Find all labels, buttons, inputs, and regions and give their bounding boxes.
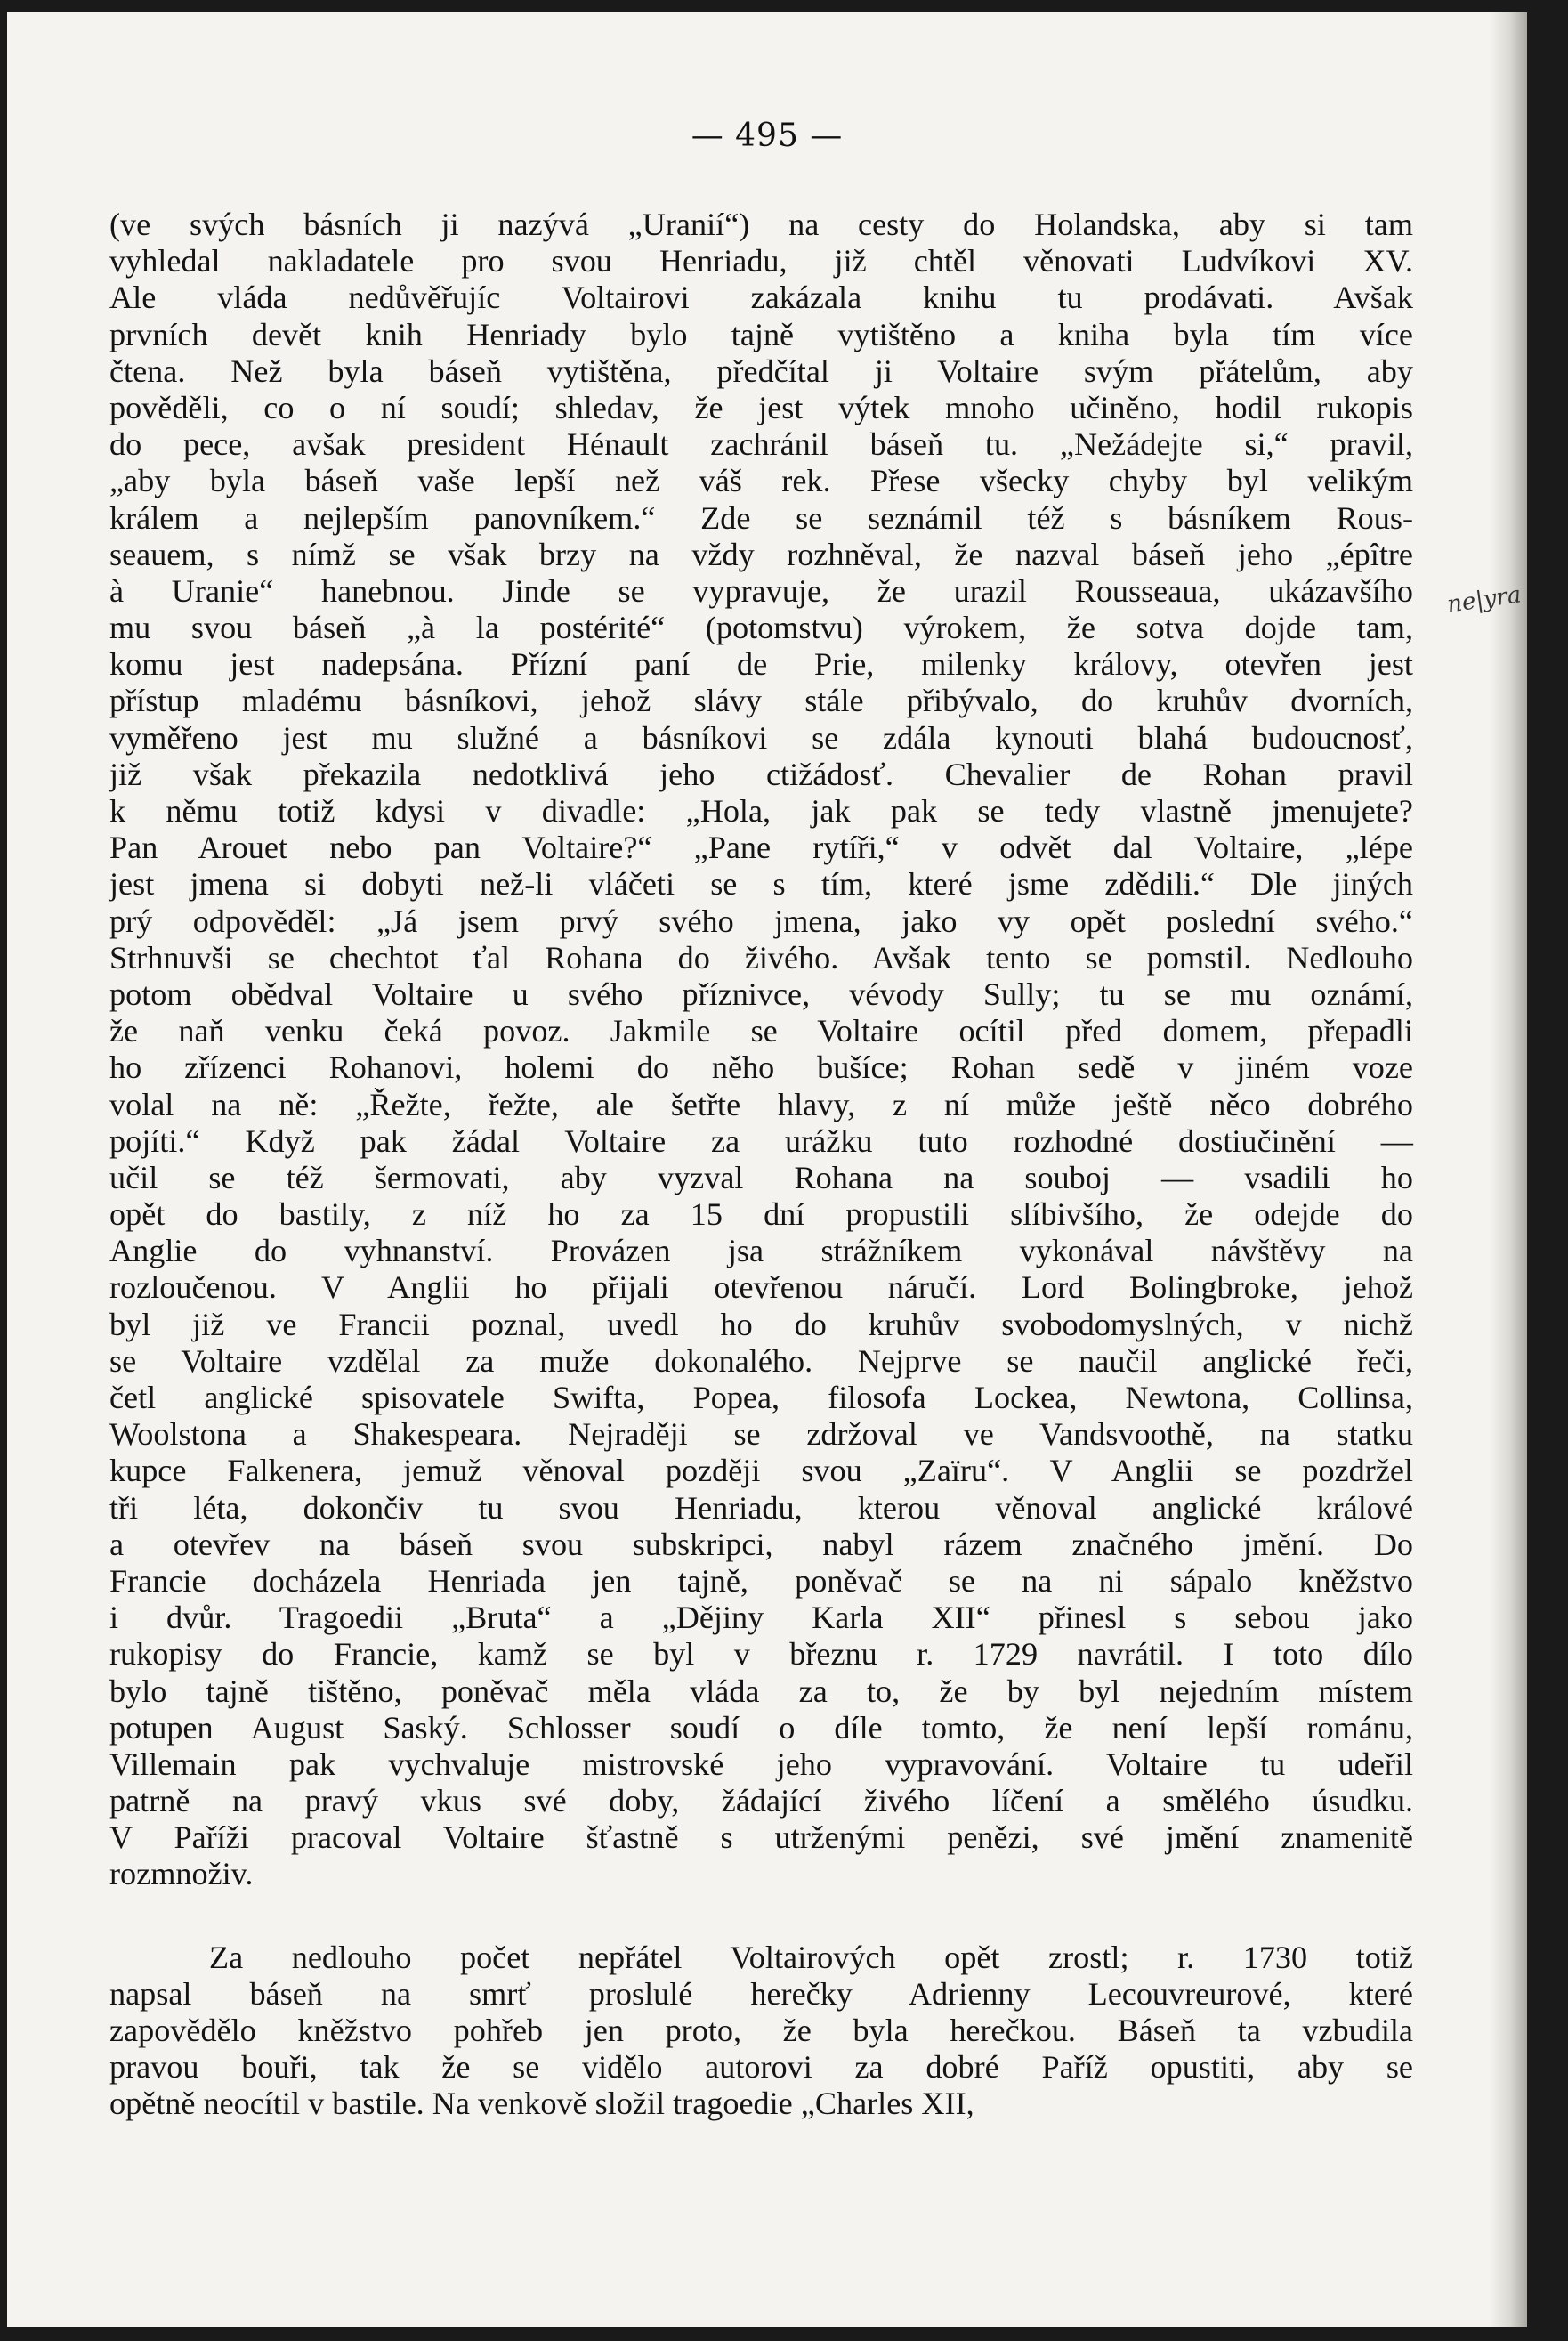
text-line: rukopisy do Francie, kamž se byl v březnu r. 1729 navrátil. I toto dílo [109, 1636, 1413, 1673]
text-line: kupce Falkenera, jemuž věnoval později svou „Zaïru“. V Anglii se pozdržel [109, 1453, 1413, 1489]
text-line: rozmnoživ. [109, 1856, 254, 1892]
text-line: à Uranie“ hanebnou. Jinde se vypravuje, že urazil Rousseaua, ukázavšího [109, 572, 1413, 609]
text-line: četl anglické spisovatele Swifta, Popea, filosofa Lockea, Newtona, Collinsa, [109, 1380, 1413, 1415]
text-line: „aby byla báseň vaše lepší než váš rek. Přese všecky chyby byl velikým [109, 463, 1413, 499]
text-line: Strhnuvši se chechtot ťal Rohana do živého. Avšak tento se pomstil. Nedlouho [109, 939, 1413, 976]
text-line: komu jest nadepsána. Přízní paní de Prie, milenky královy, otevřen jest [109, 646, 1413, 683]
text-line: napsal báseň na smrť proslulé herečky Adrienny Lecouvreurové, které [109, 1975, 1413, 2012]
text-line: Pan Arouet nebo pan Voltaire?“ „Pane rytíři,“ v odvět dal Voltaire, „lépe [109, 830, 1413, 866]
text-line: prvních devět knih Henriady bylo tajně vytištěno a kniha byla tím více [109, 316, 1413, 352]
text-line: patrně na pravý vkus své doby, žádající živého líčení a smělého úsudku. [109, 1783, 1413, 1819]
text-line: Villemain pak vychvaluje mistrovské jeho vypravování. Voltaire tu udeřil [109, 1746, 1413, 1782]
text-line: opět do bastily, z níž ho za 15 dní propustili slíbivšího, že odejde do [109, 1196, 1413, 1233]
text-line: (ve svých básních ji nazývá „Uranií“) na cesty do Holandska, aby si tam [109, 207, 1413, 242]
text-line: mu svou báseň „à la postérité“ (potomstvu) výrokem, že sotva dojde tam, [109, 610, 1413, 646]
page-edge-shadow [1490, 12, 1527, 2327]
text-line: a otevřev na báseň svou subskripci, nabyl rázem značného jmění. Do [109, 1526, 1413, 1562]
text-line: prý odpověděl: „Já jsem prvý svého jmena, jako vy opět poslední svého.“ [109, 903, 1413, 939]
text-line: přístup mladému básníkovi, jehož slávy stále přibývalo, do kruhův dvorních, [109, 683, 1413, 719]
text-line: že naň venku čeká povoz. Jakmile se Voltaire ocítil před domem, přepadli [109, 1013, 1413, 1049]
text-line: králem a nejlepším panovníkem.“ Zde se seznámil též s básníkem Rous- [109, 499, 1413, 536]
text-line: rozloučenou. V Anglii ho přijali otevřenou náručí. Lord Bolingbroke, jehož [109, 1269, 1413, 1306]
text-line: se Voltaire vzdělal za muže dokonalého. Nejprve se naučil anglické řeči, [109, 1342, 1413, 1379]
handwritten-margin-note: ne|yra [1445, 581, 1524, 619]
text-line: již však překazila nedotklivá jeho ctižádosť. Chevalier de Rohan pravil [109, 756, 1413, 792]
text-line: bylo tajně tištěno, poněvač měla vláda za to, že by byl nejedním místem [109, 1673, 1413, 1709]
text-line: Anglie do vyhnanství. Provázen jsa strážníkem vykonával návštěvy na [109, 1233, 1413, 1269]
text-line: k němu totiž kdysi v divadle: „Hola, jak pak se tedy vlastně jmenujete? [109, 793, 1413, 829]
text-line: Za nedlouho počet nepřátel Voltairových opět zrostl; r. 1730 totiž [209, 1939, 1413, 1975]
book-page [7, 12, 1527, 2327]
text-line: do pece, avšak president Hénault zachránil báseň tu. „Nežádejte si,“ pravil, [109, 426, 1413, 463]
text-line: jest jmena si dobyti než-li vláčeti se s tím, které jsme zdědili.“ Dle jiných [109, 866, 1413, 903]
text-line: potom obědval Voltaire u svého příznivce, vévody Sully; tu se mu oznámí, [109, 976, 1413, 1012]
text-line: i dvůr. Tragoedii „Bruta“ a „Dějiny Karla XII“ přinesl s sebou jako [109, 1600, 1413, 1636]
text-line: Francie docházela Henriada jen tajně, poněvač se na ni sápalo kněžstvo [109, 1562, 1413, 1599]
text-line: opětně neocítil v bastile. Na venkově složil tragoedie „Charles XII, [109, 2086, 974, 2122]
text-line: ho zřízenci Rohanovi, holemi do něho bušíce; Rohan sedě v jiném voze [109, 1049, 1413, 1086]
text-line: pravou bouři, tak že se vidělo autorovi za dobré Paříž opustiti, aby se [109, 2049, 1413, 2086]
text-line: vyměřeno jest mu služné a básníkovi se zdála kynouti blahá budoucnosť, [109, 719, 1413, 756]
paragraph-1 [109, 207, 1413, 1893]
text-line: učil se též šermovati, aby vyzval Rohana na souboj — vsadili ho [109, 1159, 1413, 1195]
text-line: seauem, s nímž se však brzy na vždy rozhněval, že nazval báseň jeho „épître [109, 536, 1413, 572]
page-number: — 495 — [691, 117, 844, 154]
text-line: Ale vláda nedůvěřujíc Voltairovi zakázala knihu tu prodávati. Avšak [109, 279, 1413, 316]
text-line: potupen August Saský. Schlosser soudí o díle tomto, že není lepší románu, [109, 1709, 1413, 1746]
text-line: pojíti.“ Když pak žádal Voltaire za urážku tuto rozhodné dostiučinění — [109, 1122, 1413, 1159]
paragraph-gap [109, 1893, 1413, 1940]
text-line: pověděli, co o ní soudí; shledav, že jest výtek mnoho učiněno, hodil rukopis [109, 389, 1413, 425]
text-line: tři léta, dokončiv tu svou Henriadu, kterou věnoval anglické králové [109, 1489, 1413, 1526]
text-line: zapovědělo kněžstvo pohřeb jen proto, že byla herečkou. Báseň ta vzbudila [109, 2013, 1413, 2048]
text-line: byl již ve Francii poznal, uvedl ho do kruhův svobodomyslných, v nichž [109, 1306, 1413, 1342]
text-line: Woolstona a Shakespeara. Nejraději se zdržoval ve Vandsvoothě, na statku [109, 1416, 1413, 1453]
text-line: volal na ně: „Řežte, řežte, ale šetřte hlavy, z ní může ještě něco dobrého [109, 1086, 1413, 1122]
text-line: čtena. Než byla báseň vytištěna, předčítal ji Voltaire svým přátelům, aby [109, 352, 1413, 389]
body-text [109, 207, 1413, 2123]
text-line: V Paříži pracoval Voltaire šťastně s utrženými penězi, své jmění znamenitě [109, 1819, 1413, 1856]
paragraph-2 [109, 1940, 1413, 2123]
text-line: vyhledal nakladatele pro svou Henriadu, již chtěl věnovati Ludvíkovi XV. [109, 243, 1413, 279]
